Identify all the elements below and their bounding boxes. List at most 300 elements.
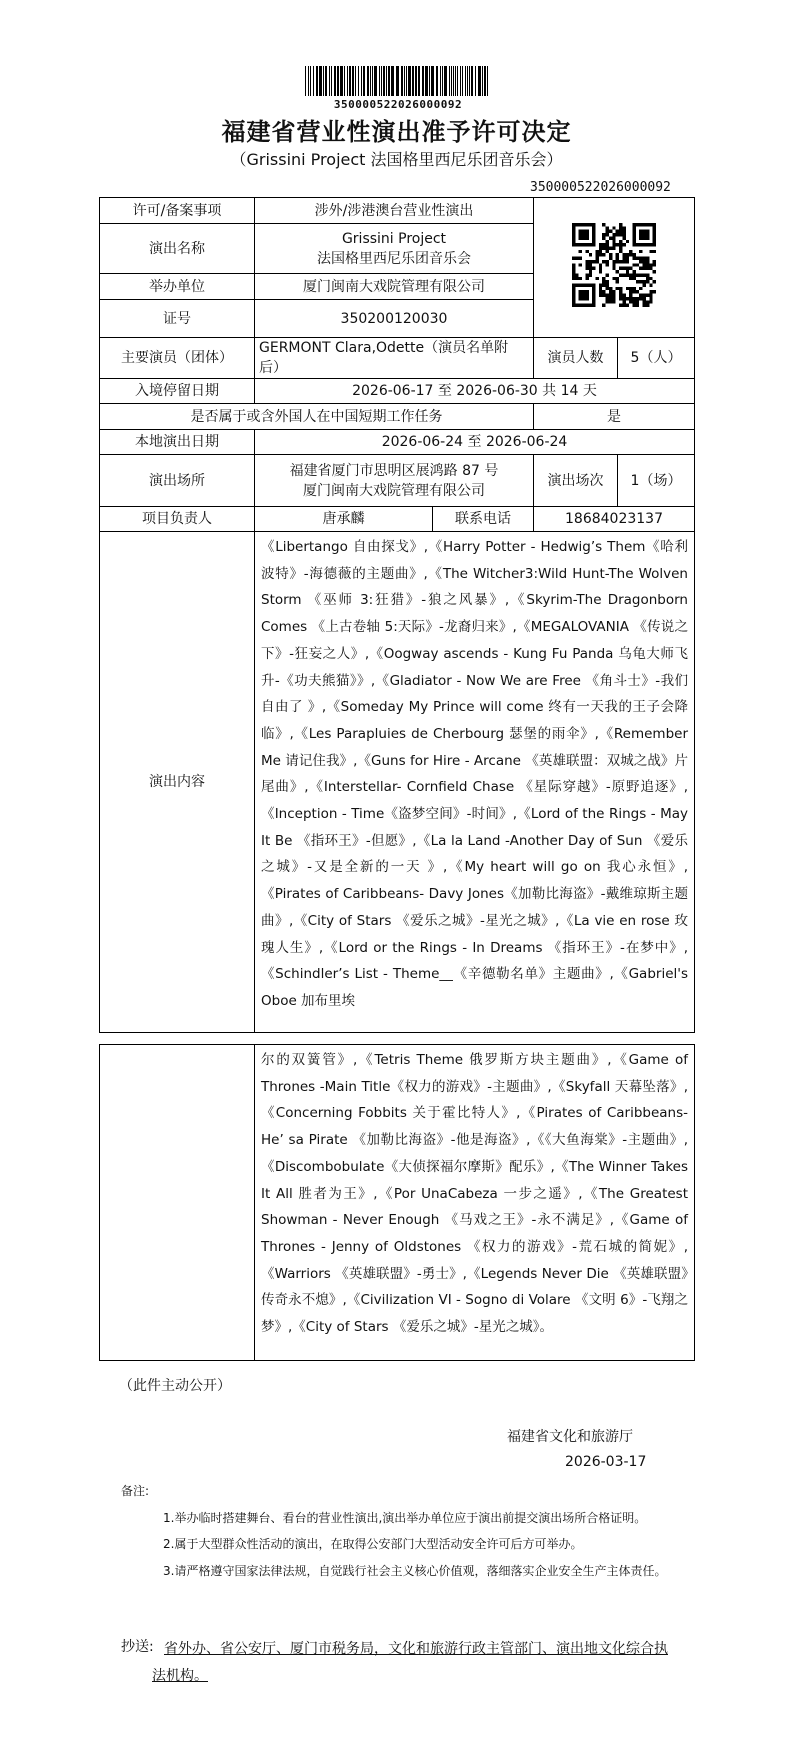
barcode-bar	[334, 66, 336, 96]
qr-module	[609, 253, 612, 256]
barcode-bar	[313, 66, 314, 96]
barcode-bar	[316, 66, 318, 96]
stay-label: 入境停留日期	[100, 379, 255, 404]
qr-module	[589, 253, 592, 256]
qr-module	[589, 259, 592, 262]
qr-module	[643, 293, 646, 296]
qr-module	[575, 276, 578, 279]
license-type-label: 许可/备案事项	[100, 198, 255, 224]
content-text-part2: 尔的双簧管》,《Tetris Theme 俄罗斯方块主题曲》,《Game of Thrones -Main Title《权力的游戏》-主题曲》,《Skyfall 天幕坠落》,《Concerning Fobbits 关于霍比特人》,《Pirates of Caribbeans- He’ sa Pirate 《加勒比海盗》-他是海盗》,《《大鱼海棠》-主题曲》,《Discombobulate《大侦探福尔摩斯》配乐》,《The Winner Takes It All 胜者为王》,《Por UnaCabeza 一步之遥》,《The Greatest Showman - Never Enough 《马戏之王》-永不满足》,《Game of Thrones - Jenny of Oldstones 《权力的游戏》-荒石城的简妮》,《Warriors 《英雄联盟》-勇士》,《Legends Never Die 《英雄联盟》传奇永不熄》,《Civilization VI - Sogno di Volare 《文明 6》-飞翔之梦》,《City of Stars 《爱乐之城》-星光之城》。	[255, 1045, 695, 1361]
qr-module	[602, 276, 605, 279]
qr-module	[629, 249, 632, 252]
qr-module	[612, 259, 615, 262]
qr-module	[639, 280, 642, 283]
content-continuation-label-cell	[100, 1045, 255, 1361]
qr-module	[632, 290, 635, 293]
qr-module	[619, 233, 622, 236]
qr-module	[626, 303, 629, 306]
show-name-line2: 法国格里西尼乐团音乐会	[317, 250, 471, 267]
qr-module	[629, 273, 632, 276]
sessions-label: 演出场次	[534, 455, 618, 507]
qr-module	[619, 286, 622, 289]
qr-module	[639, 296, 642, 299]
document-number: 350000522026000092	[530, 180, 671, 195]
qr-module	[646, 263, 649, 266]
barcode-bar	[429, 66, 430, 96]
qr-module	[599, 249, 602, 252]
barcode-bar	[471, 66, 473, 96]
qr-module	[596, 249, 599, 252]
local-date-label: 本地演出日期	[100, 430, 255, 455]
qr-module	[622, 226, 625, 229]
barcode-bar	[396, 66, 399, 96]
qr-module	[599, 270, 602, 273]
qr-module	[622, 300, 625, 303]
qr-module	[592, 259, 595, 262]
qr-module	[579, 276, 582, 279]
issuer-name: 福建省文化和旅游厅	[507, 1429, 633, 1445]
qr-module	[599, 290, 602, 293]
qr-module	[636, 303, 639, 306]
barcode-bar	[487, 66, 488, 96]
qr-module	[629, 266, 632, 269]
license-type-value: 涉外/涉港澳台营业性演出	[255, 198, 534, 224]
qr-module	[612, 226, 615, 229]
qr-module	[585, 263, 588, 266]
barcode-bar	[412, 66, 414, 96]
note-3: 3.请严格遵守国家法律法规，自觉践行社会主义核心价值观，落细落实企业安全生产主体责任。	[163, 1564, 667, 1578]
qr-module	[596, 276, 599, 279]
qr-module	[602, 283, 605, 286]
qr-module	[572, 266, 575, 269]
qr-module	[575, 256, 578, 259]
qr-module	[622, 253, 625, 256]
performer-count-value: 5（人）	[618, 338, 695, 379]
permit-table	[99, 197, 695, 1033]
qr-module	[626, 239, 629, 242]
barcode-bar	[349, 66, 351, 96]
qr-module	[636, 296, 639, 299]
qr-module	[619, 266, 622, 269]
public-note: （此件主动公开）	[119, 1378, 231, 1394]
qr-module	[606, 239, 609, 242]
barcode-bar	[379, 66, 380, 96]
barcode-bar	[484, 66, 486, 96]
qr-module	[646, 276, 649, 279]
qr-module	[602, 280, 605, 283]
qr-module	[632, 270, 635, 273]
qr-module	[609, 296, 612, 299]
qr-module	[646, 303, 649, 306]
qr-module	[646, 256, 649, 259]
qr-module	[649, 296, 652, 299]
notes-label: 备注:	[121, 1484, 150, 1498]
qr-module	[619, 246, 622, 249]
qr-module	[632, 273, 635, 276]
qr-module	[616, 259, 619, 262]
foreigner-answer: 是	[534, 404, 695, 430]
qr-module	[653, 249, 656, 252]
document-title: 福建省营业性演出准予许可决定	[221, 118, 572, 146]
performer-count-label: 演员人数	[534, 338, 618, 379]
show-name-value	[255, 224, 534, 274]
qr-module	[609, 293, 612, 296]
qr-module	[589, 266, 592, 269]
qr-module	[636, 280, 639, 283]
qr-module	[606, 273, 609, 276]
qr-module	[653, 290, 656, 293]
qr-module	[639, 293, 642, 296]
qr-module	[616, 243, 619, 246]
qr-module	[626, 259, 629, 262]
barcode-bar	[310, 66, 311, 96]
qr-module	[619, 226, 622, 229]
note-1: 1.举办临时搭建舞台、看台的营业性演出,演出举办单位应于演出前提交演出场所合格证明。	[163, 1511, 647, 1525]
qr-module	[585, 249, 588, 252]
qr-module	[653, 270, 656, 273]
show-name-label: 演出名称	[100, 224, 255, 274]
barcode-bar	[475, 66, 476, 96]
qr-module	[649, 266, 652, 269]
barcode-bar	[431, 66, 434, 96]
content-text-part1: 《Libertango 自由探戈》,《Harry Potter - Hedwig’s Them《哈利波特》-海德薇的主题曲》,《The Witcher3:Wild Hunt-The Wolven Storm 《巫师 3:狂猎》-狼之风暴》,《Skyrim-The Dragonborn Comes 《上古卷轴 5:天际》-龙裔归来》,《MEGALOVANIA 《传说之下》-狂妄之人》,《Oogway ascends - Kung Fu Panda 乌龟大师飞升-《功夫熊猫》》,《Gladiator - Now We are Free 《角斗士》-我们自由了 》,《Someday My Prince will come 终有一天我的王子会降临》,《Les Parapluies de Cherbourg 瑟堡的雨伞》,《Remember Me 请记住我》,《Guns for Hire - Arcane 《英雄联盟：双城之战》片尾曲》,《Interstellar- Cornfield Chase 《星际穿越》-原野追逐》,《Inception - Time《盗梦空间》-时间》,《Lord of the Rings - May It Be 《指环王》-但愿》,《La la Land -Another Day of Sun 《爱乐之城》-又是全新的一天 》,《My heart will go on 我心永恒》,《Pirates of Caribbeans- Davy Jones《加勒比海盗》-戴维琼斯主题曲》,《City of Stars 《爱乐之城》-星光之城》,《La vie en rose 玫瑰人生》,《Lord or the Rings - In Dreams 《指环王》-在梦中》,《Schindler’s List - Theme__《辛德勒名单》主题曲》,《Gabriel's Oboe 加布里埃	[255, 532, 695, 1033]
qr-module	[585, 266, 588, 269]
barcode-bar	[367, 66, 369, 96]
qr-module	[653, 259, 656, 262]
qr-module	[612, 276, 615, 279]
qr-module	[643, 283, 646, 286]
barcode-bar	[422, 66, 424, 96]
stay-value: 2026-06-17 至 2026-06-30 共 14 天	[255, 379, 695, 404]
qr-finder-pattern	[653, 223, 656, 247]
qr-module	[572, 276, 575, 279]
qr-module	[606, 229, 609, 232]
qr-module	[646, 273, 649, 276]
qr-module	[626, 256, 629, 259]
qr-module	[616, 276, 619, 279]
qr-module	[602, 233, 605, 236]
qr-module	[612, 266, 615, 269]
foreigner-question: 是否属于或含外国人在中国短期工作任务	[100, 404, 534, 430]
qr-module	[646, 280, 649, 283]
barcode-bar	[436, 66, 438, 96]
qr-module	[602, 259, 605, 262]
qr-module	[609, 286, 612, 289]
qr-module	[612, 296, 615, 299]
qr-module	[612, 246, 615, 249]
qr-module	[592, 266, 595, 269]
barcode-bar	[372, 66, 373, 96]
qr-finder-pattern	[572, 223, 575, 247]
qr-module	[606, 293, 609, 296]
qr-module	[643, 263, 646, 266]
barcode-bar	[425, 66, 428, 96]
qr-module	[646, 266, 649, 269]
qr-module	[643, 259, 646, 262]
barcode-bar	[444, 66, 447, 96]
qr-module	[622, 233, 625, 236]
qr-module	[599, 286, 602, 289]
qr-module	[619, 303, 622, 306]
qr-module	[636, 300, 639, 303]
barcode-bar	[442, 66, 443, 96]
content-label: 演出内容	[100, 532, 255, 1033]
qr-module	[632, 256, 635, 259]
qr-module	[629, 296, 632, 299]
qr-module	[619, 223, 622, 226]
qr-module	[636, 290, 639, 293]
venue-line2: 厦门闽南大戏院管理有限公司	[303, 482, 485, 499]
qr-module	[653, 280, 656, 283]
barcode-bar	[383, 66, 385, 96]
qr-module	[606, 300, 609, 303]
barcode-bar	[374, 66, 377, 96]
qr-module	[619, 229, 622, 232]
barcode-bar	[337, 66, 339, 96]
qr-module	[643, 273, 646, 276]
qr-module	[616, 280, 619, 283]
qr-module	[579, 249, 582, 252]
qr-module	[612, 263, 615, 266]
phone-label: 联系电话	[433, 507, 534, 532]
local-date-value: 2026-06-24 至 2026-06-24	[255, 430, 695, 455]
qr-module	[632, 296, 635, 299]
qr-code-cell	[534, 198, 695, 338]
qr-code	[572, 223, 656, 307]
qr-module	[622, 259, 625, 262]
qr-module	[606, 259, 609, 262]
qr-module	[599, 246, 602, 249]
qr-module	[632, 286, 635, 289]
qr-module	[626, 286, 629, 289]
cert-value: 350200120030	[255, 300, 534, 338]
qr-module	[606, 283, 609, 286]
barcode-bar	[418, 66, 420, 96]
sessions-value: 1（场）	[618, 455, 695, 507]
qr-finder-pattern	[579, 290, 589, 300]
barcode-bar	[465, 66, 466, 96]
qr-module	[632, 276, 635, 279]
qr-finder-pattern	[592, 283, 595, 307]
qr-module	[639, 266, 642, 269]
barcode-bar	[440, 66, 441, 96]
qr-finder-pattern	[572, 223, 596, 226]
barcode-bar	[340, 66, 343, 96]
barcode-bar	[358, 66, 359, 96]
qr-module	[606, 249, 609, 252]
qr-module	[619, 296, 622, 299]
qr-module	[622, 293, 625, 296]
qr-finder-pattern	[572, 243, 596, 246]
qr-module	[596, 259, 599, 262]
qr-module	[589, 273, 592, 276]
barcode-bar	[388, 66, 390, 96]
qr-module	[585, 276, 588, 279]
organizer-value: 厦门闽南大戏院管理有限公司	[255, 274, 534, 300]
qr-module	[572, 270, 575, 273]
note-2: 2.属于大型群众性活动的演出，在取得公安部门大型活动安全许可后方可举办。	[163, 1537, 583, 1551]
qr-module	[632, 303, 635, 306]
performers-label: 主要演员（团体）	[100, 338, 255, 379]
qr-module	[643, 280, 646, 283]
qr-module	[606, 246, 609, 249]
qr-module	[643, 303, 646, 306]
qr-module	[632, 263, 635, 266]
qr-module	[616, 229, 619, 232]
qr-module	[636, 263, 639, 266]
qr-module	[639, 249, 642, 252]
barcode-bar	[386, 66, 387, 96]
qr-module	[612, 300, 615, 303]
manager-label: 项目负责人	[100, 507, 255, 532]
barcode-bar	[482, 66, 483, 96]
qr-module	[599, 263, 602, 266]
qr-finder-pattern	[572, 303, 596, 306]
qr-module	[626, 266, 629, 269]
qr-module	[575, 273, 578, 276]
qr-module	[585, 259, 588, 262]
qr-module	[599, 293, 602, 296]
performers-value: GERMONT Clara,Odette（演员名单附后）	[255, 338, 534, 379]
barcode-bar	[325, 66, 327, 96]
qr-module	[626, 273, 629, 276]
qr-module	[606, 296, 609, 299]
barcode-bar	[469, 66, 470, 96]
qr-module	[612, 233, 615, 236]
qr-module	[622, 256, 625, 259]
qr-module	[606, 233, 609, 236]
qr-module	[629, 286, 632, 289]
qr-module	[636, 256, 639, 259]
qr-module	[622, 243, 625, 246]
barcode-bar	[323, 66, 324, 96]
qr-module	[602, 236, 605, 239]
qr-module	[619, 243, 622, 246]
barcode-bar	[401, 66, 403, 96]
qr-module	[649, 293, 652, 296]
organizer-label: 举办单位	[100, 274, 255, 300]
qr-module	[622, 266, 625, 269]
manager-value: 唐承麟	[255, 507, 433, 532]
qr-module	[649, 283, 652, 286]
qr-module	[622, 273, 625, 276]
qr-module	[579, 256, 582, 259]
qr-module	[572, 273, 575, 276]
qr-module	[609, 229, 612, 232]
qr-module	[643, 296, 646, 299]
qr-module	[602, 243, 605, 246]
qr-module	[616, 233, 619, 236]
qr-module	[639, 286, 642, 289]
qr-finder-pattern	[572, 283, 596, 286]
barcode-bar	[467, 66, 468, 96]
qr-module	[589, 263, 592, 266]
barcode-bar	[308, 66, 309, 96]
qr-module	[646, 300, 649, 303]
qr-module	[606, 243, 609, 246]
qr-module	[612, 293, 615, 296]
show-name-line1: Grissini Project	[341, 230, 447, 247]
barcode-bar	[344, 66, 345, 96]
qr-module	[609, 256, 612, 259]
qr-module	[639, 273, 642, 276]
barcode-bar	[361, 66, 362, 96]
qr-module	[619, 259, 622, 262]
qr-module	[632, 253, 635, 256]
qr-module	[602, 293, 605, 296]
barcode-bar	[449, 66, 450, 96]
qr-finder-pattern	[632, 223, 635, 247]
venue-label: 演出场所	[100, 455, 255, 507]
barcode-bar	[331, 66, 332, 96]
qr-module	[626, 253, 629, 256]
qr-finder-pattern	[572, 283, 575, 307]
qr-module	[619, 293, 622, 296]
qr-finder-pattern	[639, 229, 649, 239]
qr-module	[649, 300, 652, 303]
qr-module	[609, 300, 612, 303]
qr-module	[629, 253, 632, 256]
barcode-bar	[462, 66, 463, 96]
qr-module	[616, 256, 619, 259]
qr-module	[636, 273, 639, 276]
qr-finder-pattern	[632, 223, 656, 226]
qr-module	[632, 300, 635, 303]
barcode-number: 350000522026000092	[333, 98, 463, 111]
barcode-bar	[408, 66, 411, 96]
qr-finder-pattern	[592, 223, 595, 247]
qr-module	[609, 290, 612, 293]
qr-module	[622, 296, 625, 299]
qr-module	[606, 286, 609, 289]
issue-date: 2026-03-17	[565, 1454, 647, 1470]
qr-module	[649, 290, 652, 293]
qr-module	[643, 300, 646, 303]
qr-module	[616, 270, 619, 273]
barcode-bar	[404, 66, 405, 96]
qr-module	[572, 256, 575, 259]
qr-module	[606, 263, 609, 266]
qr-module	[606, 226, 609, 229]
qr-module	[602, 253, 605, 256]
barcode-bar	[451, 66, 452, 96]
qr-module	[579, 263, 582, 266]
qr-module	[599, 283, 602, 286]
qr-module	[589, 270, 592, 273]
barcode-bar	[347, 66, 348, 96]
qr-module	[572, 263, 575, 266]
qr-module	[653, 263, 656, 266]
qr-module	[596, 253, 599, 256]
qr-module	[585, 273, 588, 276]
qr-module	[612, 243, 615, 246]
qr-module	[619, 273, 622, 276]
barcode-bar	[478, 66, 481, 96]
barcode-bar	[329, 66, 330, 96]
qr-module	[602, 303, 605, 306]
qr-module	[612, 236, 615, 239]
barcode-bar	[370, 66, 371, 96]
cc-recipients: 省外办、省公安厅、厦门市税务局，文化和旅游行政主管部门、演出地文化综合执法机构。	[152, 1641, 668, 1684]
qr-module	[629, 276, 632, 279]
qr-module	[616, 253, 619, 256]
venue-value	[255, 455, 534, 507]
qr-module	[602, 223, 605, 226]
qr-module	[619, 290, 622, 293]
qr-module	[606, 280, 609, 283]
qr-module	[626, 296, 629, 299]
barcode-bar	[460, 66, 461, 96]
